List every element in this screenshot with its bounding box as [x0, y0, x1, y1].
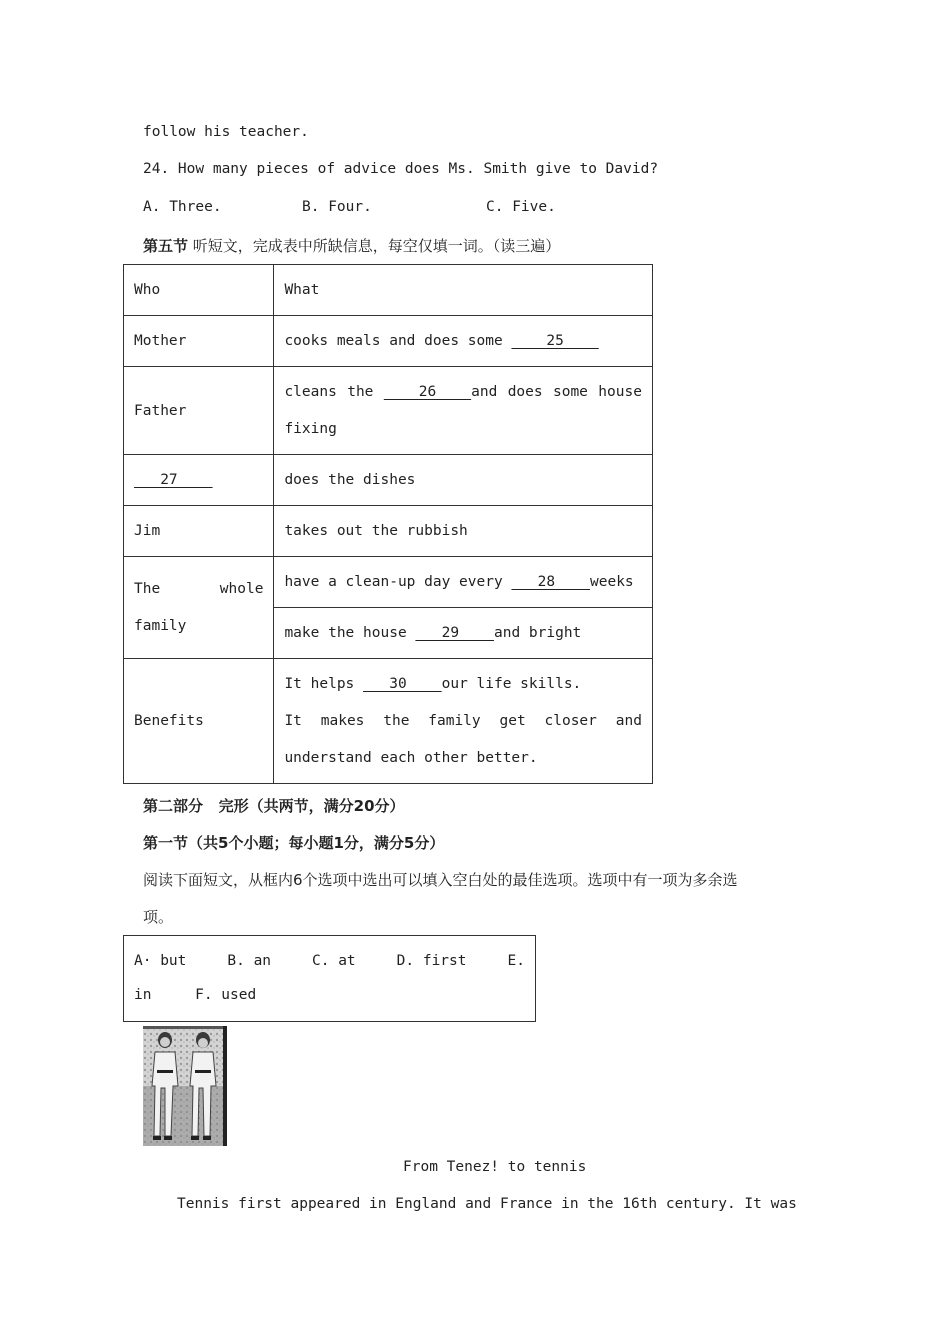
- table-row-27: [124, 455, 653, 506]
- text-and-bright: and bright: [493, 625, 582, 641]
- cell-who-family: [124, 557, 274, 659]
- option-d-first: D. first: [396, 953, 467, 969]
- cell-what-dishes: does the dishes: [274, 455, 653, 506]
- fill-in-table: [123, 264, 653, 784]
- option-c-at: C. at: [312, 953, 356, 969]
- passage-title: From Tenez! to tennis: [403, 1159, 587, 1175]
- blank-27[interactable]: 27: [134, 472, 213, 488]
- question-23-tail: follow his teacher.: [143, 124, 309, 140]
- word: house: [598, 383, 642, 400]
- benefits-line2: [284, 703, 642, 740]
- option-c: C. Five.: [486, 199, 556, 215]
- text-it-helps: It helps: [284, 675, 364, 692]
- table-header-row: [124, 265, 653, 316]
- blank-28[interactable]: 28: [511, 574, 591, 590]
- option-b: B. Four.: [302, 199, 372, 215]
- part-2-instruction-line2: 项。: [143, 908, 174, 926]
- cell-who-jim: Jim: [124, 506, 274, 557]
- word: and: [615, 712, 642, 729]
- section-5-label: 第五节: [143, 237, 189, 255]
- word: It: [284, 712, 302, 729]
- father-task-line1: [284, 374, 642, 411]
- family-label-line1: [134, 571, 263, 608]
- header-what: What: [274, 265, 653, 316]
- question-24: 24. How many pieces of advice does Ms. Smith give to David?: [143, 161, 659, 177]
- table-row-jim: [124, 506, 653, 557]
- word: the: [383, 712, 410, 729]
- word: some: [552, 383, 588, 400]
- benefits-line1: [284, 666, 642, 703]
- father-task-line2: fixing: [284, 420, 337, 437]
- text-weeks: weeks: [590, 574, 634, 590]
- option-a-but: A· but: [134, 953, 187, 969]
- blank-26-group: [384, 374, 498, 411]
- part-2-section-1: 第一节（共5个小题；每小题1分，满分5分）: [143, 834, 445, 852]
- cell-who-benefits: Benefits: [124, 659, 274, 784]
- word: closer: [544, 712, 597, 729]
- cell-what-benefits: [274, 659, 653, 784]
- section-5-instruction: 听短文，完成表中所缺信息，每空仅填一词。（读三遍）: [188, 237, 561, 255]
- cell-who-mother: Mother: [124, 316, 274, 367]
- header-who: Who: [124, 265, 274, 316]
- blank-26[interactable]: 26: [383, 383, 472, 400]
- table-row-family-1: [124, 557, 653, 608]
- cell-what-father: [274, 367, 653, 455]
- option-e-label: E.: [507, 953, 525, 969]
- word: makes: [320, 712, 365, 729]
- tennis-players-photo: [143, 1026, 227, 1146]
- blank-25[interactable]: 25: [511, 333, 599, 349]
- part-2-title: 第二部分 完形（共两节，满分20分）: [143, 797, 405, 815]
- benefits-line3: understand each other better.: [284, 749, 538, 766]
- word: The: [134, 580, 161, 597]
- cell-what-mother: [274, 316, 653, 367]
- cell-who-27: [124, 455, 274, 506]
- option-a: A. Three.: [143, 199, 222, 215]
- word: get: [499, 712, 526, 729]
- options-row-1: [134, 953, 525, 969]
- word: family: [428, 712, 481, 729]
- text-make-house: make the house: [284, 625, 416, 641]
- cell-who-father: Father: [124, 367, 274, 455]
- word: cleans: [284, 383, 337, 400]
- blank-29[interactable]: 29: [415, 625, 494, 641]
- blank-30[interactable]: 30: [363, 675, 442, 692]
- text-mother-task: cooks meals and does some: [284, 333, 512, 349]
- options-box: [123, 935, 536, 1022]
- word: whole: [219, 580, 264, 597]
- word: and: [471, 383, 498, 400]
- cell-what-family-2: [274, 608, 653, 659]
- cell-what-family-1: [274, 557, 653, 608]
- text-life-skills: our life skills.: [441, 675, 582, 692]
- options-row-2: in F. used: [134, 987, 257, 1003]
- table-row-father: [124, 367, 653, 455]
- family-label-line2: family: [134, 617, 187, 634]
- passage-line-1: Tennis first appeared in England and France in the 16th century. It was: [177, 1196, 797, 1212]
- text-cleanup-day: have a clean-up day every: [284, 574, 512, 590]
- option-b-an: B. an: [227, 953, 272, 969]
- word: does: [507, 383, 543, 400]
- cell-what-jim: takes out the rubbish: [274, 506, 653, 557]
- table-row-benefits: [124, 659, 653, 784]
- section-5-heading: [143, 235, 560, 256]
- table-row-mother: [124, 316, 653, 367]
- word: the: [347, 383, 374, 400]
- part-2-instruction-line1: 阅读下面短文，从框内6个选项中选出可以填入空白处的最佳选项。选项中有一项为多余选: [143, 871, 738, 889]
